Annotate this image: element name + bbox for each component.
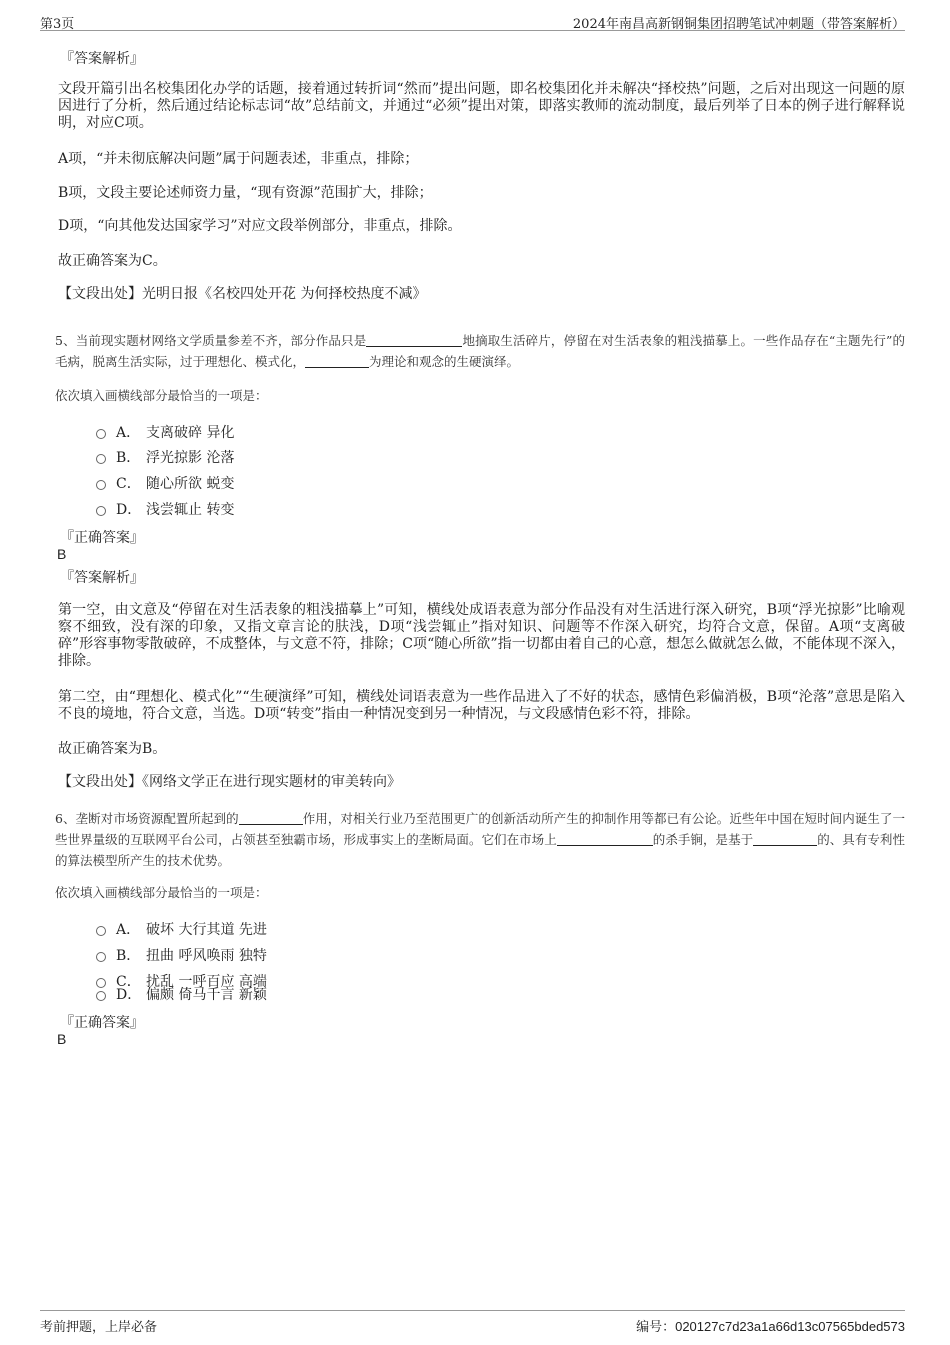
q6-option-a[interactable]: A． 破坏 大行其道 先进 (96, 919, 267, 939)
q4-option-a-analysis: A项，“并未彻底解决问题”属于问题表述，非重点，排除； (58, 151, 419, 167)
blank-line (305, 354, 369, 368)
q6-instruction: 依次填入画横线部分最恰当的一项是： (55, 885, 268, 900)
q5-correct-label: 『正确答案』 (60, 530, 144, 546)
blank-line (557, 832, 653, 846)
q5-conclusion: 故正确答案为B。 (58, 741, 167, 757)
q5-analysis-paragraph-2: 第二空，由“理想化、模式化”“生硬演绎”可知，横线处词语表意为一些作品进入了不好的状态，感情色彩偏消极，B项“沦落”意思是陷入不良的境地，符合文意，当选。D项“转变”指由一种情况变到另一种情况，与文段感情色彩不符，排除。 (58, 689, 905, 722)
radio-icon[interactable] (96, 429, 106, 439)
footer-slogan: 考前押题，上岸必备 (40, 1320, 158, 1335)
q5-option-c[interactable]: C． 随心所欲 蜕变 (96, 473, 234, 493)
q6-correct-label: 『正确答案』 (60, 1015, 144, 1031)
q5-source: 【文段出处】《网络文学正在进行现实题材的审美转向》 (58, 774, 401, 790)
q6-option-c[interactable]: C． 扰乱 一呼百应 高端 (96, 971, 267, 991)
footer-code: 编号：020127c7d23a1a66d13c07565bded573 (636, 1319, 905, 1335)
radio-icon[interactable] (96, 991, 106, 1001)
radio-icon[interactable] (96, 454, 106, 464)
q5-instruction: 依次填入画横线部分最恰当的一项是： (55, 388, 268, 403)
document-title: 2024年南昌高新钢铜集团招聘笔试冲刺题（带答案解析） (572, 17, 905, 32)
q4-analysis-paragraph: 文段开篇引出名校集团化办学的话题，接着通过转折词“然而”提出问题，即名校集团化并未解决“择校热”问题，之后对出现这一问题的原因进行了分析，然后通过结论标志词“故”总结前文，并通过“必须”提出对策，即落实教师的流动制度，最后列举了日本的例子进行解释说明，对应C项。 (58, 81, 905, 131)
blank-line (753, 832, 817, 846)
q6-stem: 6、垄断对市场资源配置所起到的 作用，对相关行业乃至范围更广的创新活动所产生的抑制作用等都已有公论。近些年中国在短时间内诞生了一些世界量级的互联网平台公司，占领甚至独霸市场，形成事实上的垄断局面。它们在市场上 的杀手锏，是基于 的、具有专利性的算法模型所产生的技术优势。 (55, 811, 905, 868)
blank-line (239, 811, 303, 825)
page-number: 第3页 (40, 17, 75, 32)
q4-source: 【文段出处】光明日报《名校四处开花 为何择校热度不减》 (58, 286, 427, 302)
q5-option-a[interactable]: A． 支离破碎 异化 (96, 422, 234, 442)
q5-analysis-paragraph-1: 第一空，由文意及“停留在对生活表象的粗浅描摹上”可知，横线处成语表意为部分作品没有对生活进行深入研究，B项“浮光掠影”比喻观察不细致，没有深的印象，又指文章言论的肤浅，D项“浅尝辄止”指对知识、问题等不作深入研究，均符合文意，保留。A项“支离破碎”形容事物零散破碎，不成整体，与文意不符，排除；C项“随心所欲”指一切都由着自己的心意，想怎么做就怎么做，不能体现不深入，排除。 (58, 602, 905, 669)
q5-stem: 5、当前现实题材网络文学质量参差不齐，部分作品只是 地摘取生活碎片，停留在对生活表象的粗浅描摹上。一些作品存在“主题先行”的毛病，脱离生活实际，过于理想化、模式化， 为理论和观念的生硬演绎。 (55, 333, 905, 369)
q5-answer: B (57, 546, 67, 562)
q4-conclusion: 故正确答案为C。 (58, 253, 167, 269)
q5-analysis-label: 『答案解析』 (60, 570, 144, 586)
q4-option-d-analysis: D项，“向其他发达国家学习”对应文段举例部分，非重点，排除。 (58, 218, 462, 234)
q4-analysis-label: 『答案解析』 (60, 51, 144, 67)
q6-answer: B (57, 1031, 67, 1047)
radio-icon[interactable] (96, 926, 106, 936)
q5-option-d[interactable]: D． 浅尝辄止 转变 (96, 499, 234, 519)
page-header (40, 8, 905, 31)
q4-option-b-analysis: B项，文段主要论述师资力量，“现有资源”范围扩大，排除； (58, 185, 433, 201)
q5-option-b[interactable]: B． 浮光掠影 沦落 (96, 447, 234, 467)
page-footer (40, 1310, 905, 1337)
radio-icon[interactable] (96, 506, 106, 516)
radio-icon[interactable] (96, 480, 106, 490)
q6-option-d[interactable]: D． 偏颇 倚马千言 新颖 (96, 984, 267, 1004)
radio-icon[interactable] (96, 952, 106, 962)
q6-option-b[interactable]: B． 扭曲 呼风唤雨 独特 (96, 945, 267, 965)
blank-line (366, 333, 462, 347)
